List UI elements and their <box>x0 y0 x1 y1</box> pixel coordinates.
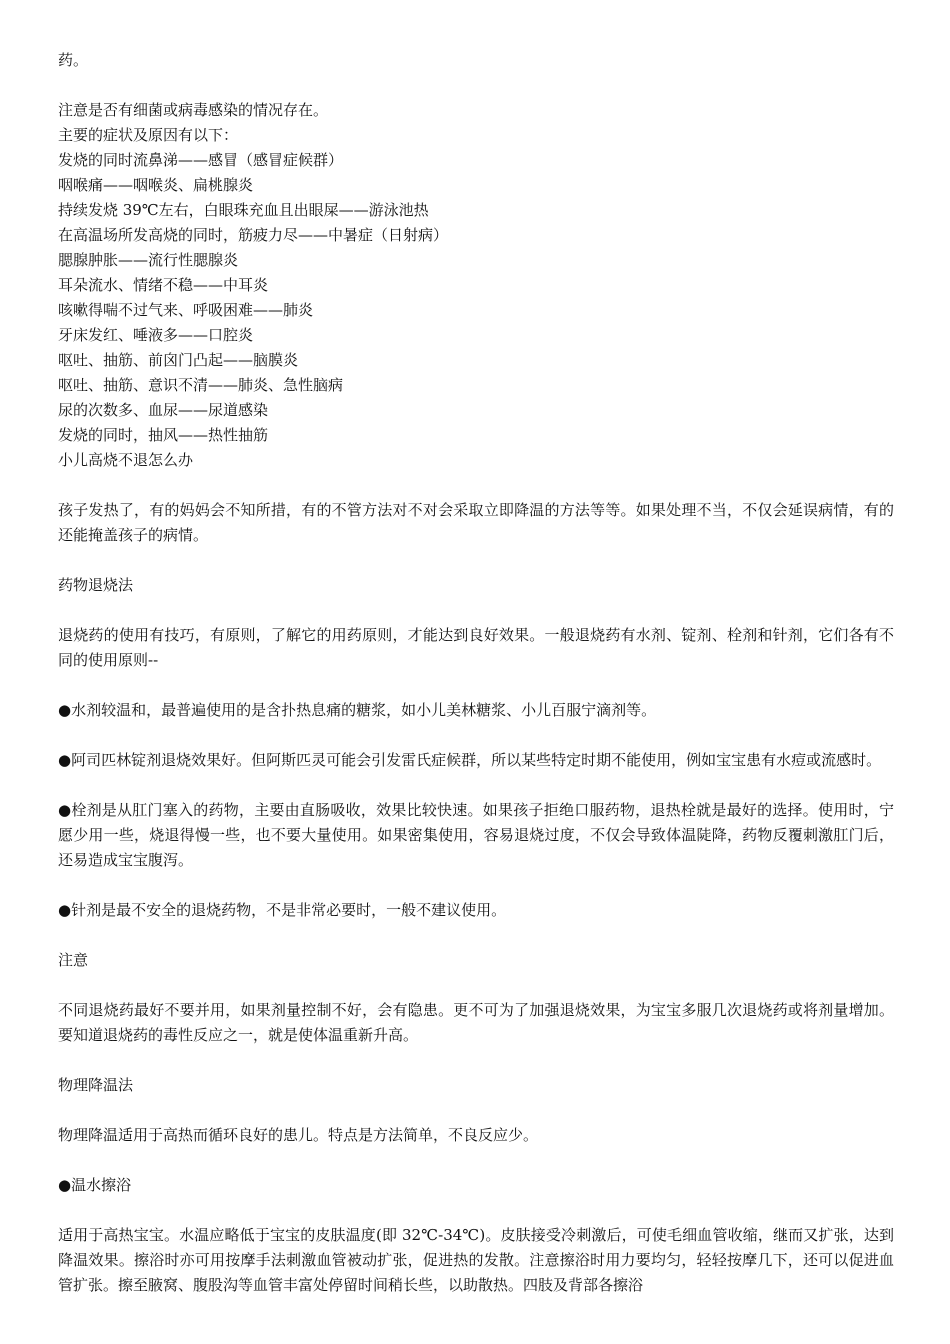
bullet-suppository: ●栓剂是从肛门塞入的药物，主要由直肠吸收，效果比较快速。如果孩子拒绝口服药物，退热栓就是最好的选择。使用时，宁愿少用一些，烧退得慢一些，也不要大量使用。如果密集使用，容易退烧过度，不仅会导致体温陡降，药物反覆刺激肛门后，还易造成宝宝腹泻。 <box>58 801 894 869</box>
list-item: 咽喉痛——咽喉炎、扁桃腺炎 <box>58 176 254 194</box>
intro-paragraph: 孩子发热了，有的妈妈会不知所措，有的不管方法对不对会采取立即降温的方法等等。如果处理不当，不仅会延误病情，有的还能掩盖孩子的病情。 <box>58 501 894 544</box>
paragraph-gap <box>58 973 894 998</box>
list-item: 咳嗽得喘不过气来、呼吸困难——肺炎 <box>58 301 314 319</box>
list-item: 持续发烧 39℃左右，白眼珠充血且出眼屎——游泳池热 <box>58 201 429 219</box>
list-item: 牙床发红、唾液多——口腔炎 <box>58 326 254 344</box>
note-paragraph: 不同退烧药最好不要并用，如果剂量控制不好，会有隐患。更不可为了加强退烧效果，为宝宝多服几次退烧药或将剂量增加。要知道退烧药的毒性反应之一，就是使体温重新升高。 <box>58 1001 894 1044</box>
bullet-warm-bath: ●温水擦浴 <box>58 1176 132 1194</box>
bullet-aspirin: ●阿司匹林锭剂退烧效果好。但阿斯匹灵可能会引发雷氏症候群，所以某些特定时期不能使用，例如宝宝患有水痘或流感时。 <box>58 751 882 769</box>
list-item: 耳朵流水、情绪不稳——中耳炎 <box>58 276 269 294</box>
paragraph-gap <box>58 673 894 698</box>
list-item: 尿的次数多、血尿——尿道感染 <box>58 401 269 419</box>
bullet-water: ●水剂较温和，最普遍使用的是含扑热息痛的糖浆，如小儿美林糖浆、小儿百服宁滴剂等。 <box>58 701 657 719</box>
list-item: 主要的症状及原因有以下： <box>58 126 239 144</box>
section-title: 小儿高烧不退怎么办 <box>58 451 194 469</box>
heading-drug-method: 药物退烧法 <box>58 576 134 594</box>
heading-note: 注意 <box>58 951 89 969</box>
bath-paragraph: 适用于高热宝宝。水温应略低于宝宝的皮肤温度(即 32℃-34℃)。皮肤接受冷刺激后，可使毛细血管收缩，继而又扩张，达到降温效果。擦浴时亦可用按摩手法刺激血管被动扩张，促进热的发散。注意擦浴时用力要均匀，轻轻按摩几下，还可以促进血管扩张。擦至腋窝、腹股沟等血管丰富处停留时间稍长些，以助散热。四肢及背部各擦浴 <box>58 1226 894 1294</box>
list-item: 发烧的同时，抽风——热性抽筋 <box>58 426 269 444</box>
list-item: 呕吐、抽筋、意识不清——肺炎、急性脑病 <box>58 376 344 394</box>
paragraph-gap <box>58 1148 894 1173</box>
paragraph-gap <box>58 598 894 623</box>
bullet-injection: ●针剂是最不安全的退烧药物，不是非常必要时，一般不建议使用。 <box>58 901 507 919</box>
paragraph-gap <box>58 923 894 948</box>
paragraph-gap <box>58 873 894 898</box>
heading-physical-method: 物理降温法 <box>58 1076 134 1094</box>
list-item: 注意是否有细菌或病毒感染的情况存在。 <box>58 101 329 119</box>
paragraph-gap <box>58 1098 894 1123</box>
lead-text: 药。 <box>58 51 89 69</box>
paragraph-gap <box>58 473 894 498</box>
list-item: 呕吐、抽筋、前囟门凸起——脑膜炎 <box>58 351 299 369</box>
symptom-list <box>58 98 894 473</box>
physical-paragraph: 物理降温适用于高热而循环良好的患儿。特点是方法简单，不良反应少。 <box>58 1126 539 1144</box>
list-item: 发烧的同时流鼻涕——感冒（感冒症候群） <box>58 151 344 169</box>
paragraph-gap <box>58 548 894 573</box>
paragraph-gap <box>58 73 894 98</box>
drug-paragraph: 退烧药的使用有技巧，有原则，了解它的用药原则，才能达到良好效果。一般退烧药有水剂、锭剂、栓剂和针剂，它们各有不同的使用原则-- <box>58 626 894 669</box>
list-item: 腮腺肿胀——流行性腮腺炎 <box>58 251 239 269</box>
paragraph-gap <box>58 773 894 798</box>
paragraph-gap <box>58 1198 894 1223</box>
paragraph-gap <box>58 723 894 748</box>
document-page <box>58 48 894 1298</box>
paragraph-gap <box>58 1048 894 1073</box>
list-item: 在高温场所发高烧的同时，筋疲力尽——中暑症（日射病） <box>58 226 449 244</box>
